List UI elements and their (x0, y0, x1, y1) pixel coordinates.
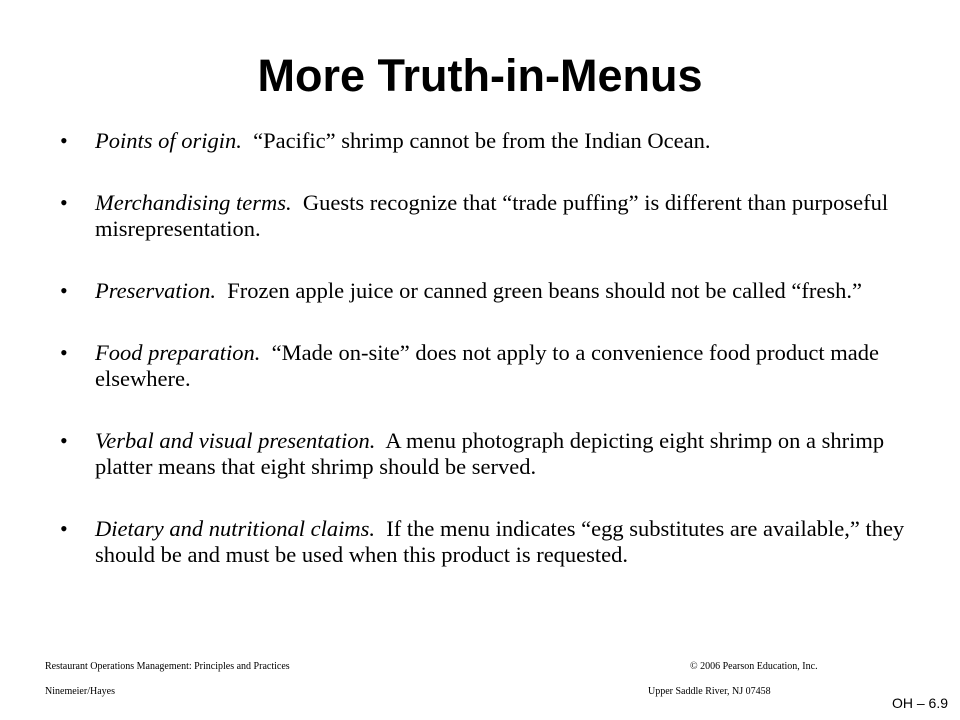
bullet-item-food-preparation (60, 340, 920, 392)
bullet-item-merchandising-terms (60, 190, 920, 242)
footer-book-title: Restaurant Operations Management: Principles and Practices (45, 661, 290, 672)
bullet-marker: • (60, 340, 68, 365)
bullet-item-preservation (60, 278, 920, 304)
bullet-term: Verbal and visual presentation. (95, 428, 376, 453)
bullet-item-verbal-visual-presentation (60, 428, 920, 480)
bullet-text: “Pacific” shrimp cannot be from the Indian Ocean. (253, 128, 711, 153)
bullet-term: Food preparation. (95, 340, 261, 365)
bullet-item-points-of-origin (60, 128, 920, 154)
bullet-marker: • (60, 278, 68, 303)
bullet-term: Dietary and nutritional claims. (95, 516, 375, 541)
bullet-marker: • (60, 516, 68, 541)
footer-authors: Ninemeier/Hayes (45, 686, 115, 697)
bullet-text: “Made on-site” does not apply to a convenience food product made elsewhere. (95, 340, 879, 391)
footer-publisher-location: Upper Saddle River, NJ 07458 (648, 686, 771, 697)
bullet-term: Points of origin. (95, 128, 242, 153)
slide-title: More Truth-in-Menus (257, 50, 703, 101)
bullet-text: Guests recognize that “trade puffing” is different than purposeful misrepresentation. (95, 190, 889, 241)
bullet-text: Frozen apple juice or canned green beans should not be called “fresh.” (227, 278, 863, 303)
bullet-text: If the menu indicates “egg substitutes are available,” they should be and must be used when this product is requested. (95, 516, 905, 567)
bullet-marker: • (60, 428, 68, 453)
bullet-list (60, 128, 920, 604)
bullet-text: A menu photograph depicting eight shrimp on a shrimp platter means that eight shrimp should be served. (95, 428, 885, 479)
bullet-marker: • (60, 128, 68, 153)
bullet-marker: • (60, 190, 68, 215)
bullet-item-dietary-nutritional-claims (60, 516, 920, 568)
footer-copyright: © 2006 Pearson Education, Inc. (690, 661, 818, 672)
slide-code: OH – 6.9 (891, 695, 948, 711)
bullet-term: Preservation. (95, 278, 217, 303)
bullet-term: Merchandising terms. (95, 190, 292, 215)
